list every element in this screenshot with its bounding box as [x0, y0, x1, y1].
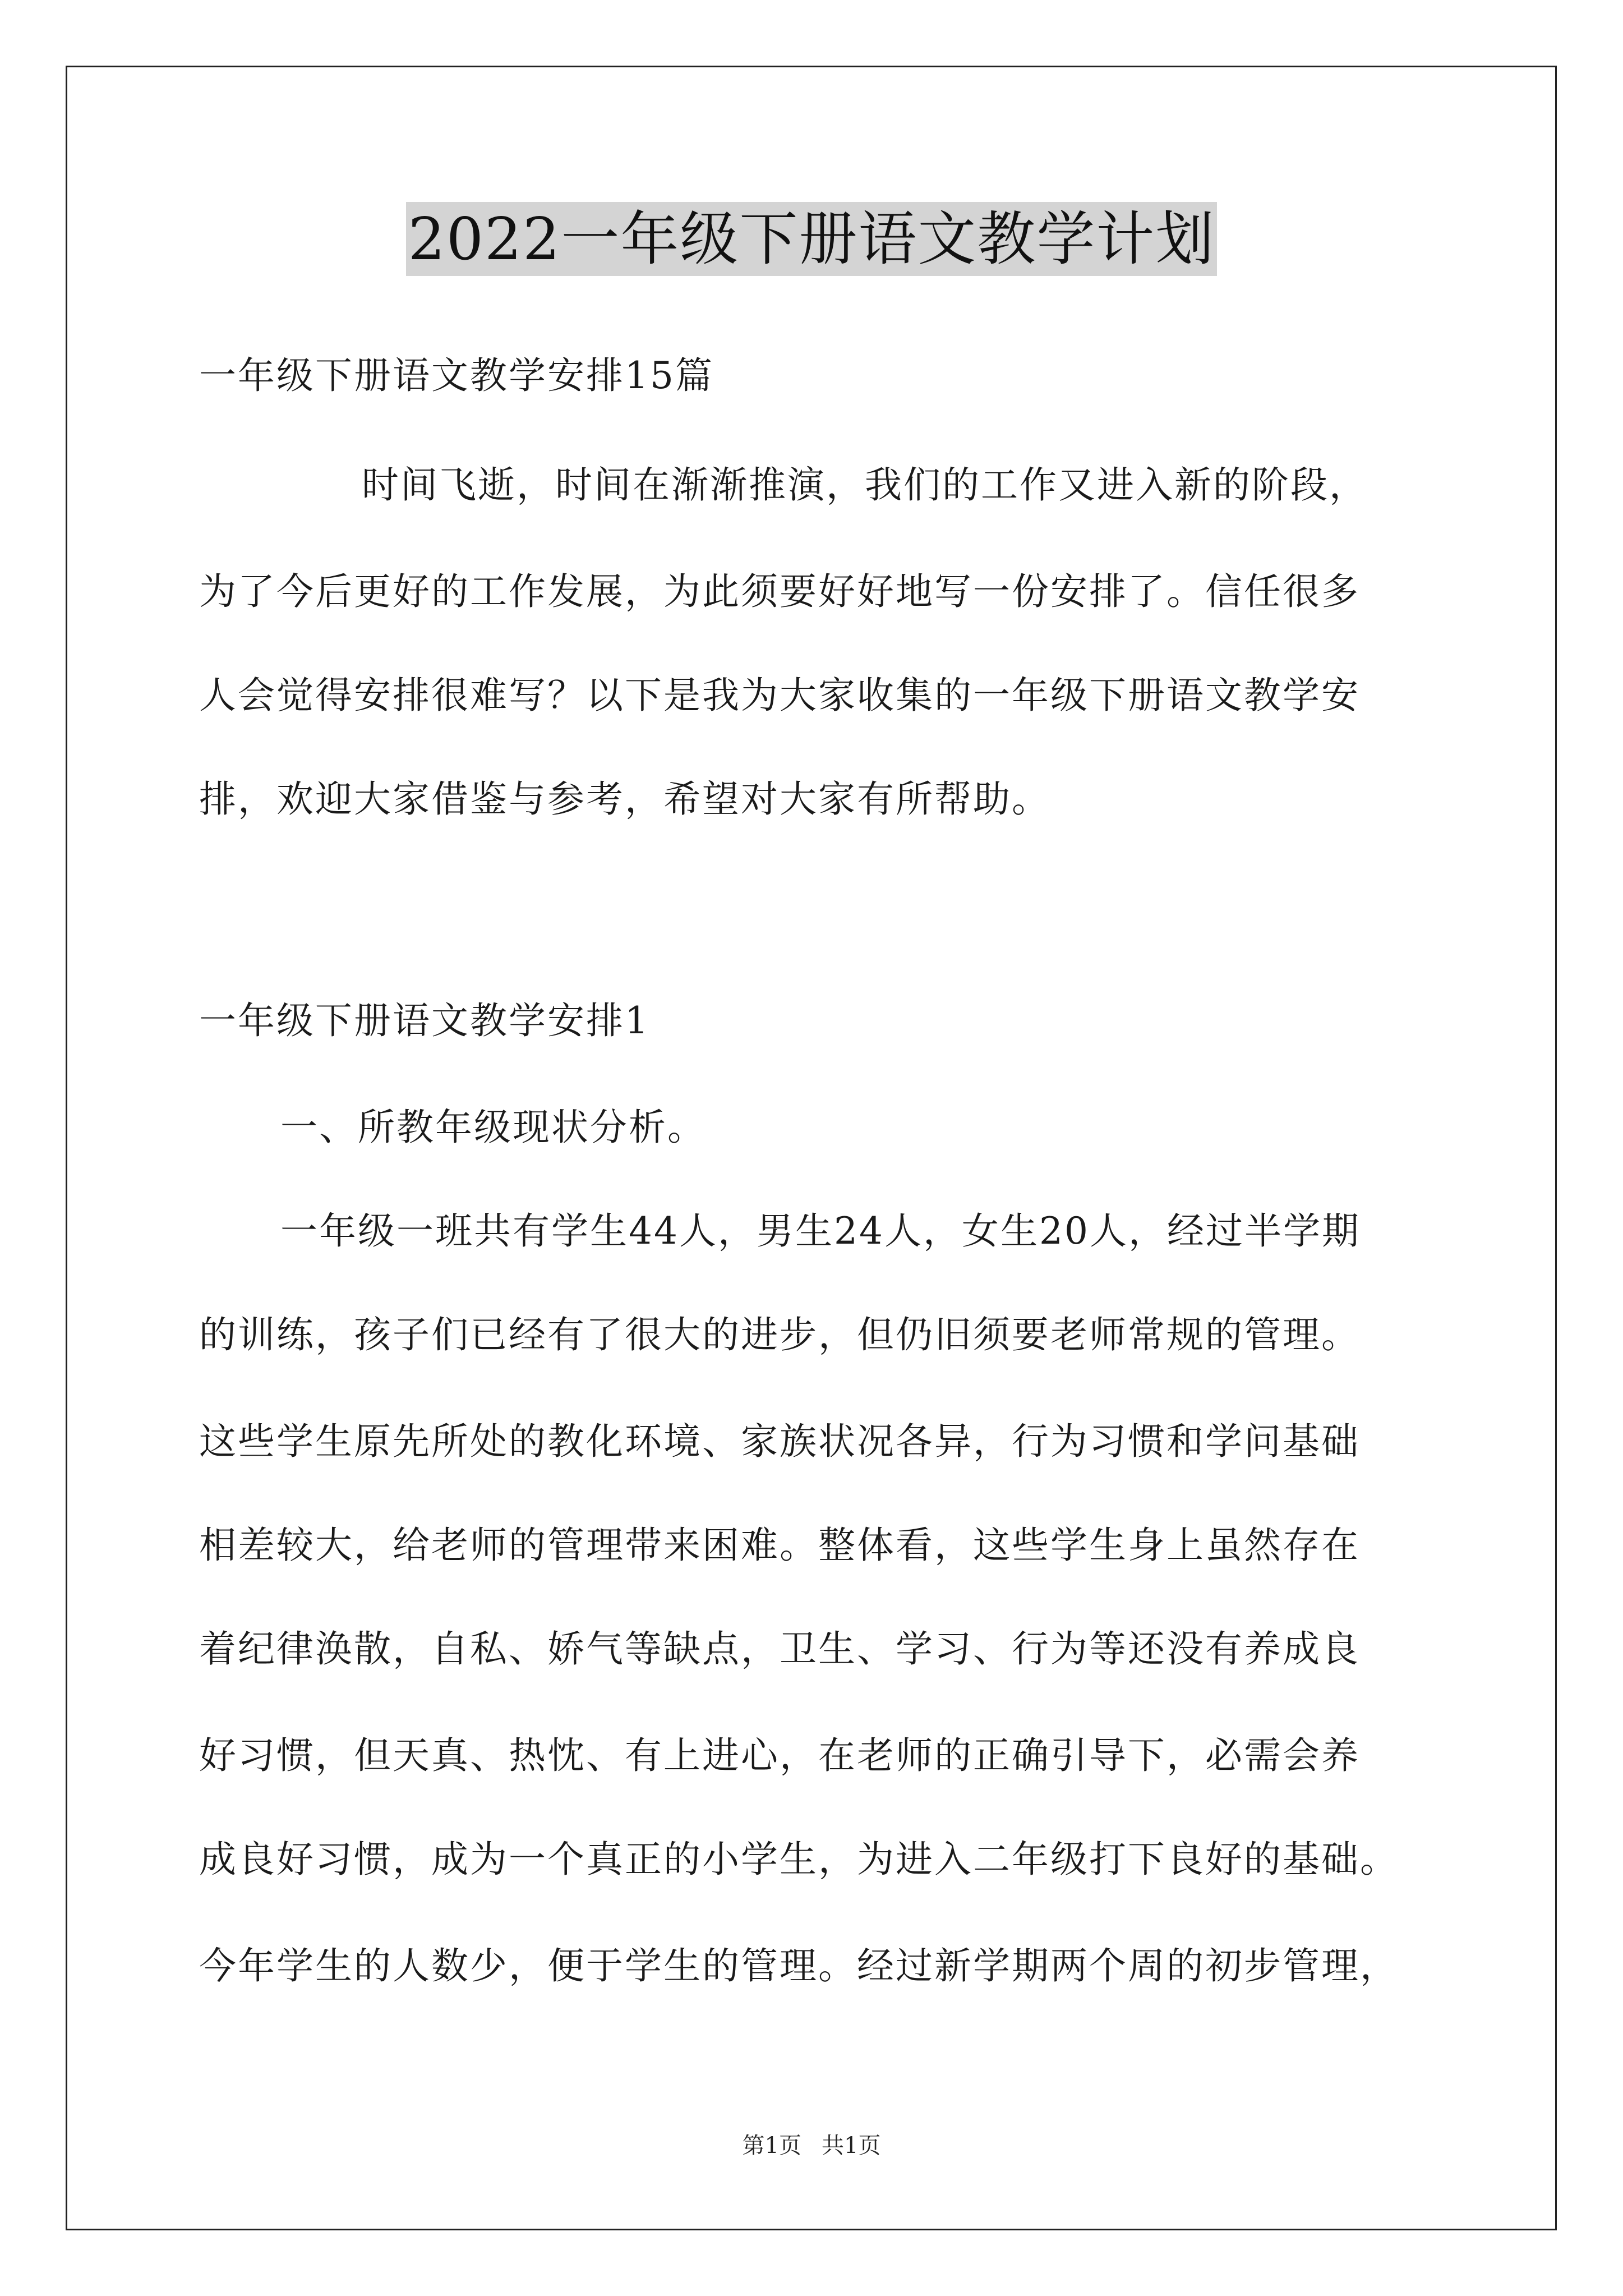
intro-line: 时间飞逝，时间在渐渐推演，我们的工作又进入新的阶段，: [362, 463, 1368, 507]
body-line: 成良好习惯，成为一个真正的小学生，为进入二年级打下良好的基础。: [199, 1838, 1399, 1881]
body-line: 的训练，孩子们已经有了很大的进步，但仍旧须要老师常规的管理。: [199, 1313, 1360, 1356]
body-line: 相差较大，给老师的管理带来困难。整体看，这些学生身上虽然存在: [199, 1524, 1360, 1567]
page-total: 共1页: [822, 2133, 881, 2159]
page-number: 第1页: [742, 2133, 801, 2159]
body-line: 着纪律涣散，自私、娇气等缺点，卫生、学习、行为等还没有养成良: [199, 1627, 1360, 1671]
title-container: [0, 202, 1623, 276]
intro-line: 人会觉得安排很难写？以下是我为大家收集的一年级下册语文教学安: [199, 674, 1360, 717]
intro-line: 为了今后更好的工作发展，为此须要好好地写一份安排了。信任很多: [199, 570, 1360, 613]
page-footer: [0, 2129, 1623, 2162]
document-title: 2022一年级下册语文教学计划: [406, 202, 1218, 276]
body-line: 这些学生原先所处的教化环境、家族状况各异，行为习惯和学问基础: [199, 1420, 1360, 1463]
intro-line: 排，欢迎大家借鉴与参考，希望对大家有所帮助。: [199, 777, 1050, 821]
body-line: 一年级一班共有学生44人，男生24人，女生20人，经过半学期: [280, 1209, 1361, 1253]
subsection-heading: 一、所教年级现状分析。: [280, 1106, 706, 1149]
body-line: 今年学生的人数少，便于学生的管理。经过新学期两个周的初步管理，: [199, 1944, 1399, 1987]
document-subtitle: 一年级下册语文教学安排15篇: [199, 354, 714, 397]
section-heading: 一年级下册语文教学安排1: [199, 999, 650, 1042]
body-line: 好习惯，但天真、热忱、有上进心，在老师的正确引导下，必需会养: [199, 1734, 1360, 1777]
